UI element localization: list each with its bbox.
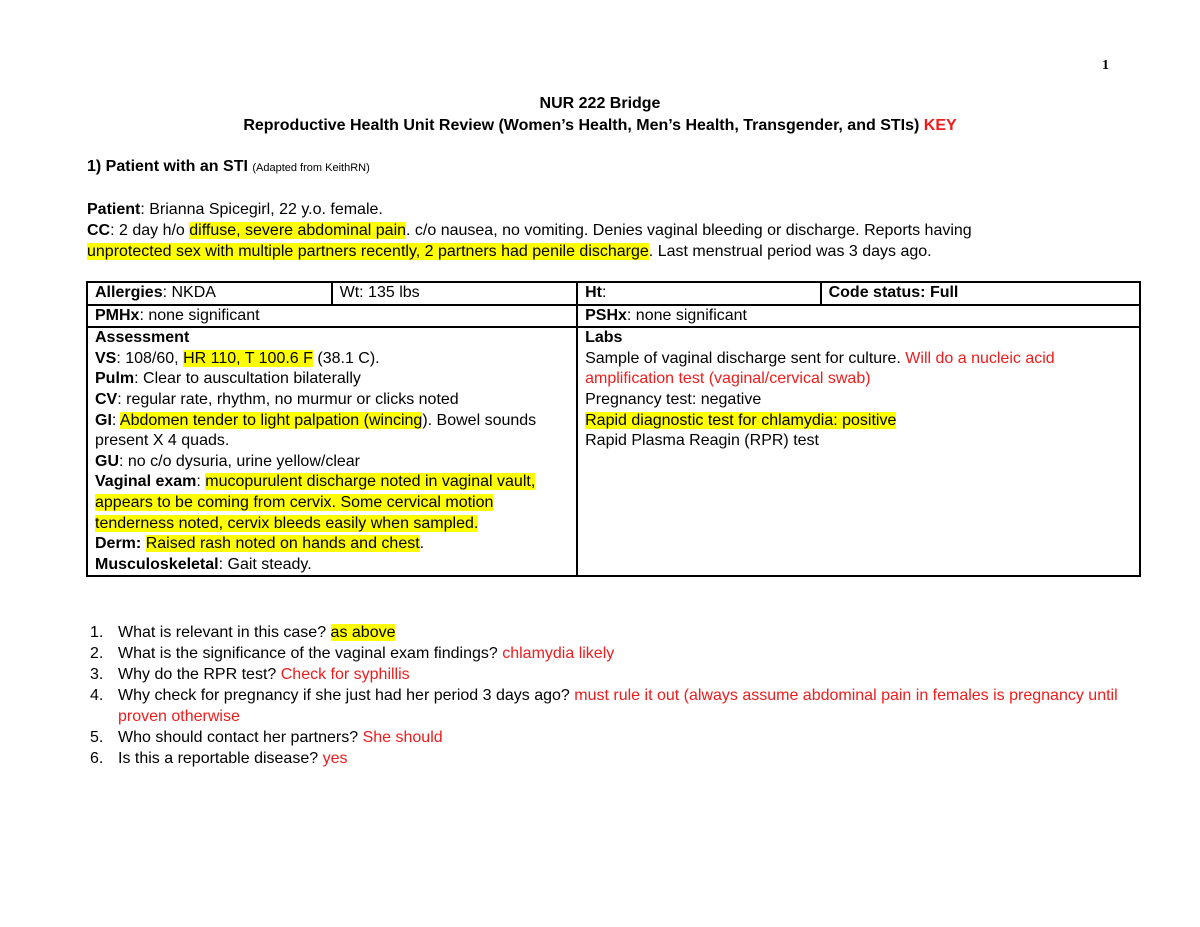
question-body xyxy=(118,685,1130,727)
cv-label: CV xyxy=(95,390,118,408)
table-row xyxy=(87,282,1140,305)
patient-line xyxy=(87,199,1137,220)
assessment-heading: Assessment xyxy=(95,329,190,347)
question-body xyxy=(118,622,395,643)
labs-heading: Labs xyxy=(585,329,623,347)
patient-label: Patient xyxy=(87,201,141,218)
answer-text: Check for syphillis xyxy=(280,666,410,683)
question-number: 5. xyxy=(90,729,104,746)
question-list xyxy=(90,622,1130,769)
question-number: 2. xyxy=(90,645,104,662)
answer-text: She should xyxy=(362,729,443,746)
gi-highlight: Abdomen tender to light palpation (wincing xyxy=(119,411,423,429)
answer-text: as above xyxy=(330,624,396,641)
gu-label: GU xyxy=(95,452,119,470)
answer-text: yes xyxy=(322,750,348,767)
question-number: 3. xyxy=(90,666,104,683)
labs-cell xyxy=(577,327,1140,576)
gi-label: GI xyxy=(95,411,112,429)
derm-text: . xyxy=(419,535,425,553)
document-title: NUR 222 Bridge xyxy=(539,95,661,112)
height-label: Ht xyxy=(585,284,602,301)
pulm-value: : Clear to auscultation bilaterally xyxy=(134,370,361,388)
pmhx-value: : none significant xyxy=(139,306,260,324)
document-subtitle xyxy=(0,117,1200,135)
gi-text: : xyxy=(111,411,120,429)
cc-text: : 2 day h/o xyxy=(110,222,190,239)
labs-pregnancy: Pregnancy test: negative xyxy=(585,390,762,408)
pshx-cell xyxy=(577,305,1140,328)
height-value: : xyxy=(602,284,607,301)
patient-text: : Brianna Spicegirl, 22 y.o. female. xyxy=(140,201,383,218)
code-status: Code status: Full xyxy=(828,284,959,301)
question-number: 6. xyxy=(90,750,104,767)
question-item xyxy=(90,748,1130,769)
table-row xyxy=(87,305,1140,328)
question-text: Why check for pregnancy if she just had her period 3 days ago? xyxy=(118,687,575,704)
section-title: 1) Patient with an STI xyxy=(87,158,248,175)
vs-highlight: HR 110, T 100.6 F xyxy=(183,349,313,367)
question-item xyxy=(90,664,1130,685)
question-item xyxy=(90,727,1130,748)
vs-text: (38.1 C). xyxy=(312,349,380,367)
pmhx-cell xyxy=(87,305,577,328)
labs-naat-answer: Will do a nucleic acid amplification test (vaginal/cervical swab) xyxy=(585,349,1055,388)
question-number: 1. xyxy=(90,624,104,641)
code-status-cell xyxy=(821,282,1140,305)
key-label: KEY xyxy=(923,117,957,134)
gu-value: : no c/o dysuria, urine yellow/clear xyxy=(119,452,360,470)
cc-text: . Last menstrual period was 3 days ago. xyxy=(648,243,932,260)
question-text: What is relevant in this case? xyxy=(118,624,331,641)
section-source: (Adapted from KeithRN) xyxy=(252,162,370,174)
question-text: Is this a reportable disease? xyxy=(118,750,323,767)
answer-text: must rule it out (always assume abdominal pain in females is pregnancy until proven otherwise xyxy=(118,687,1118,725)
question-body xyxy=(118,748,347,769)
question-text: What is the significance of the vaginal exam findings? xyxy=(118,645,503,662)
question-body xyxy=(118,643,614,664)
page-number: 1 xyxy=(1102,58,1109,73)
derm-label: Derm: xyxy=(95,535,142,553)
cc-label: CC xyxy=(87,222,111,239)
allergies-label: Allergies xyxy=(95,284,163,301)
vaginal-exam-label: Vaginal exam xyxy=(95,473,197,491)
patient-summary xyxy=(87,199,1137,262)
cc-highlight: diffuse, severe abdominal pain xyxy=(189,222,407,239)
patient-info-table xyxy=(86,281,1141,577)
pshx-label: PSHx xyxy=(585,306,627,324)
derm-highlight: Raised rash noted on hands and chest xyxy=(145,535,420,553)
allergies-value: : NKDA xyxy=(162,284,216,301)
question-text: Why do the RPR test? xyxy=(118,666,281,683)
assessment-cell xyxy=(87,327,577,576)
msk-label: Musculoskeletal xyxy=(95,555,219,573)
labs-chlamydia: Rapid diagnostic test for chlamydia: positive xyxy=(585,411,897,429)
cv-value: : regular rate, rhythm, no murmur or clicks noted xyxy=(117,390,459,408)
gi-text: ). Bowel sounds present X 4 quads. xyxy=(95,411,537,450)
allergies-cell xyxy=(87,282,332,305)
labs-culture: Sample of vaginal discharge sent for culture. xyxy=(585,349,906,367)
labs-rpr: Rapid Plasma Reagin (RPR) test xyxy=(585,432,819,450)
question-item xyxy=(90,685,1130,727)
weight-cell: Wt: 135 lbs xyxy=(332,282,578,305)
vs-label: VS xyxy=(95,349,117,367)
question-body xyxy=(118,727,443,748)
question-item xyxy=(90,643,1130,664)
question-number: 4. xyxy=(90,687,104,704)
msk-value: : Gait steady. xyxy=(218,555,312,573)
vs-text: : 108/60, xyxy=(116,349,184,367)
question-item xyxy=(90,622,1130,643)
cc-text: . c/o nausea, no vomiting. Denies vaginal bleeding or discharge. Reports having xyxy=(406,222,972,239)
answer-text: chlamydia likely xyxy=(502,645,615,662)
pulm-label: Pulm xyxy=(95,370,135,388)
height-cell xyxy=(577,282,820,305)
question-body xyxy=(118,664,410,685)
pshx-value: : none significant xyxy=(626,306,747,324)
question-text: Who should contact her partners? xyxy=(118,729,363,746)
table-row xyxy=(87,327,1140,576)
pmhx-label: PMHx xyxy=(95,306,140,324)
vaginal-exam-highlight: mucopurulent discharge noted in vaginal vault, appears to be coming from cervix. Some cervical motion tenderness noted, cervix bleeds easily when sampled. xyxy=(95,473,536,532)
vaginal-exam-text: : xyxy=(196,473,206,491)
cc-highlight: unprotected sex with multiple partners recently, 2 partners had penile discharge xyxy=(87,243,649,260)
section-heading xyxy=(87,158,370,176)
chief-complaint xyxy=(87,220,1137,262)
subtitle-text: Reproductive Health Unit Review (Women’s Health, Men’s Health, Transgender, and STIs) xyxy=(243,117,920,134)
